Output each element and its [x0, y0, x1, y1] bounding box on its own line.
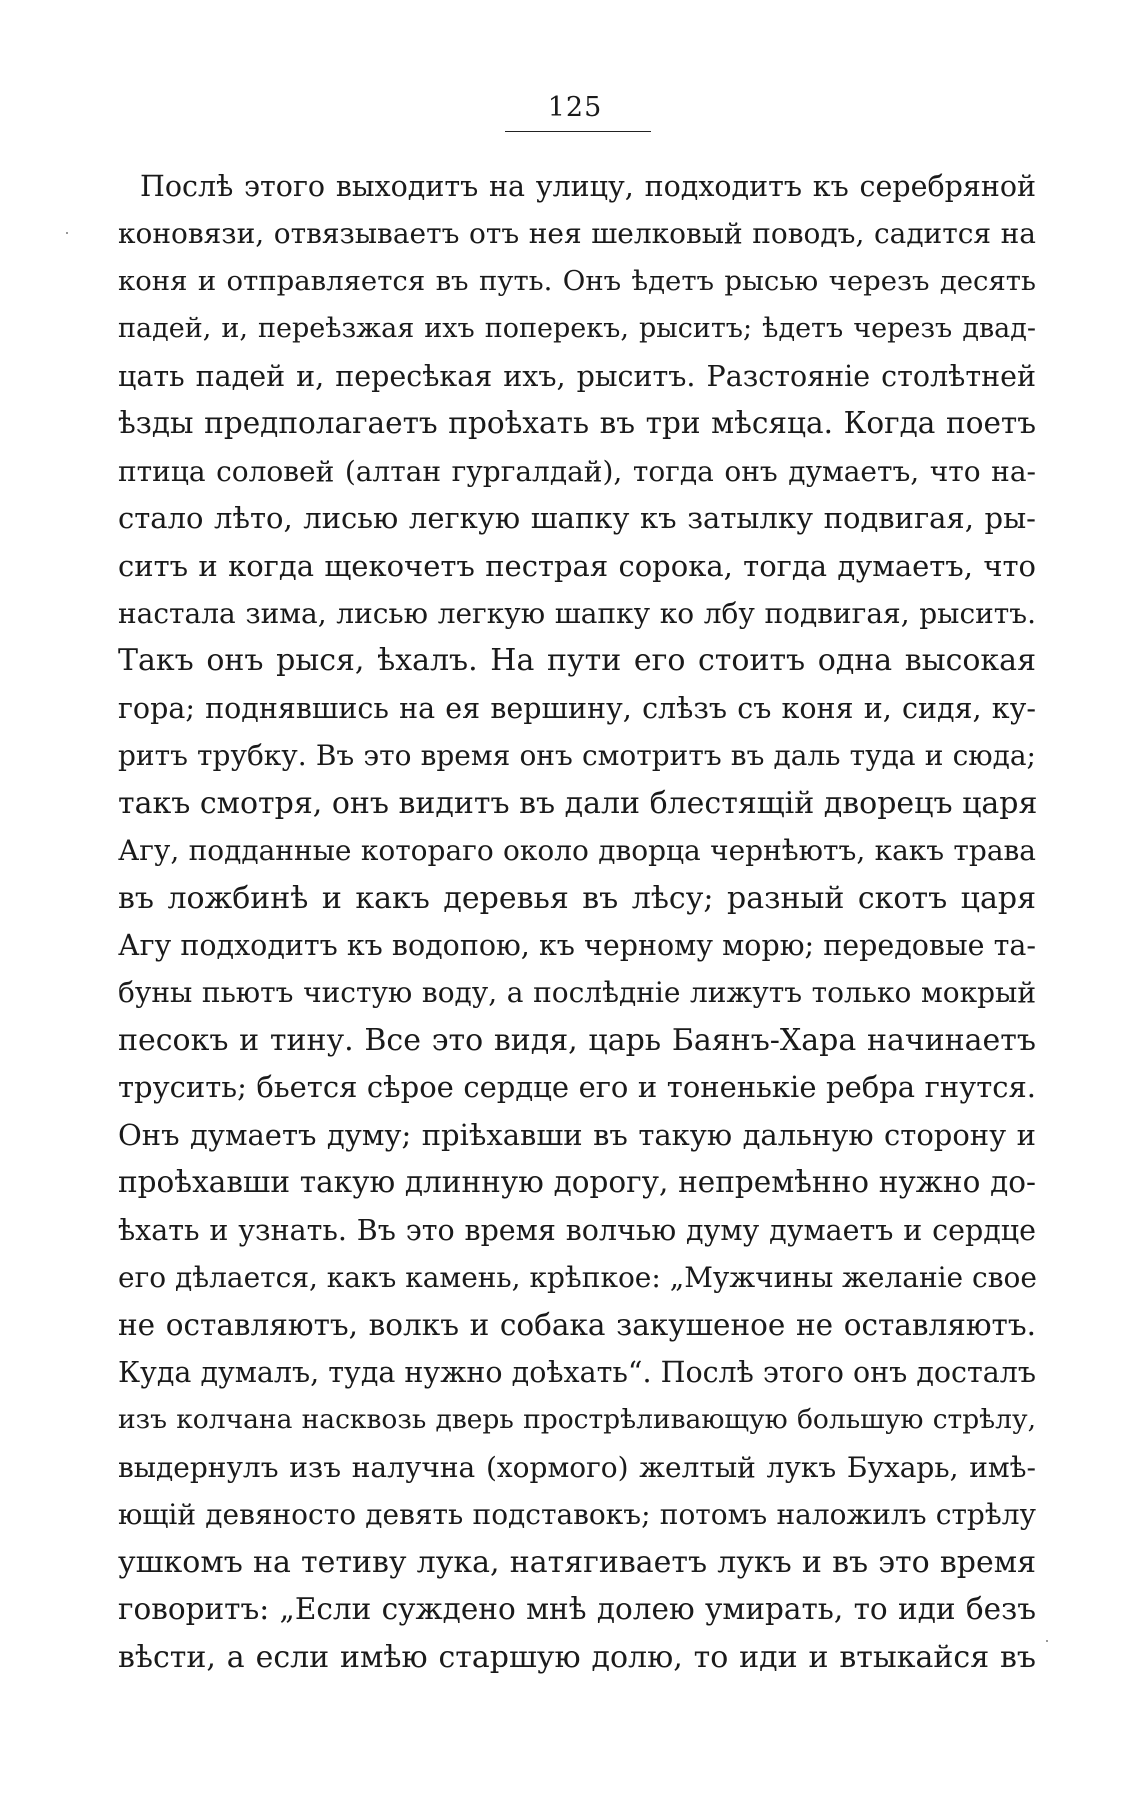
text-line: буны пьютъ чистую воду, а послѣдніе лижутъ только мокрый: [118, 976, 1036, 1010]
text-line: коня и отправляется въ путь. Онъ ѣдетъ рысью черезъ десять: [118, 264, 1036, 297]
text-line: ющій девяносто девять подставокъ; потомъ наложилъ стрѣлу: [118, 1498, 1036, 1532]
text-line: гора; поднявшись на ея вершину, слѣзъ съ коня и, сидя, ку-: [118, 691, 1036, 725]
text-line: выдернулъ изъ налучна (хормого) желтый лукъ Бухарь, имѣ-: [118, 1450, 1036, 1484]
text-line: птица соловей (алтан гургалдай), тогда онъ думаетъ, что на-: [118, 454, 1036, 488]
text-line: такъ смотря, онъ видитъ въ дали блестящій дворецъ царя: [118, 785, 1038, 821]
text-line: Онъ думаетъ думу; пріѣхавши въ такую дальную сторону и: [118, 1117, 1036, 1152]
paper-speck: [1046, 1640, 1048, 1642]
text-line: Такъ онъ рыся, ѣхалъ. На пути его стоитъ одна высокая: [118, 643, 1036, 679]
text-line: коновязи, отвязываетъ отъ нея шелковый поводъ, садится на: [118, 217, 1036, 251]
text-line: песокъ и тину. Все это видя, царь Баянъ-Хара начинаетъ: [118, 1022, 1036, 1058]
text-line: ритъ трубку. Въ это время онъ смотритъ въ даль туда и сюда;: [118, 739, 1036, 773]
text-line: Послѣ этого выходитъ на улицу, подходитъ къ серебряной: [140, 170, 1036, 203]
paper-speck: [66, 232, 68, 234]
text-line: стало лѣто, лисью легкую шапку къ затылку подвигая, ры-: [118, 501, 1036, 536]
text-line: Агу, подданные котораго около дворца чернѣютъ, какъ трава: [118, 834, 1036, 868]
text-line: ситъ и когда щекочетъ пестрая сорока, тогда думаетъ, что: [118, 548, 1036, 583]
text-line: ѣхать и узнать. Въ это время волчью думу думаетъ и сердце: [118, 1213, 1036, 1247]
text-line: Куда думалъ, туда нужно доѣхать“. Послѣ этого онъ досталъ: [118, 1355, 1036, 1389]
header-rule: [505, 131, 651, 132]
body-text: [118, 163, 1036, 1681]
text-line: его дѣлается, какъ камень, крѣпкое: „Мужчины желаніе свое: [118, 1261, 1037, 1295]
text-line: Агу подходитъ къ водопою, къ черному морю; передовые та-: [118, 929, 1036, 962]
text-line: вѣсти, а если имѣю старшую долю, то иди и втыкайся въ: [118, 1639, 1036, 1675]
page-number: 125: [547, 92, 603, 123]
text-line: проѣхавши такую длинную дорогу, непремѣнно нужно до-: [118, 1165, 1036, 1200]
text-line: изъ колчана насквозь дверь прострѣливающую большую стрѣлу,: [118, 1404, 1036, 1436]
text-line: падей, и, переѣзжая ихъ поперекъ, рыситъ; ѣдетъ черезъ двад-: [118, 313, 1036, 345]
text-line: ѣзды предполагаетъ проѣхать въ три мѣсяца. Когда поетъ: [118, 406, 1036, 441]
text-line: настала зима, лисью легкую шапку ко лбу подвигая, рыситъ.: [118, 596, 1036, 630]
text-line: ушкомъ на тетиву лука, натягиваетъ лукъ и въ это время: [118, 1544, 1036, 1580]
text-line: говоритъ: „Если суждено мнѣ долею умирать, то иди безъ: [118, 1592, 1036, 1627]
text-line: не оставляютъ, волкъ и собака закушеное не оставляютъ.: [118, 1307, 1036, 1342]
text-line: въ ложбинѣ и какъ деревья въ лѣсу; разный скотъ царя: [118, 880, 1036, 916]
text-line: цать падей и, пересѣкая ихъ, рыситъ. Разстояніе столѣтней: [118, 359, 1036, 393]
text-line: трусить; бьется сѣрое сердце его и тоненькіе ребра гнутся.: [118, 1070, 1036, 1105]
